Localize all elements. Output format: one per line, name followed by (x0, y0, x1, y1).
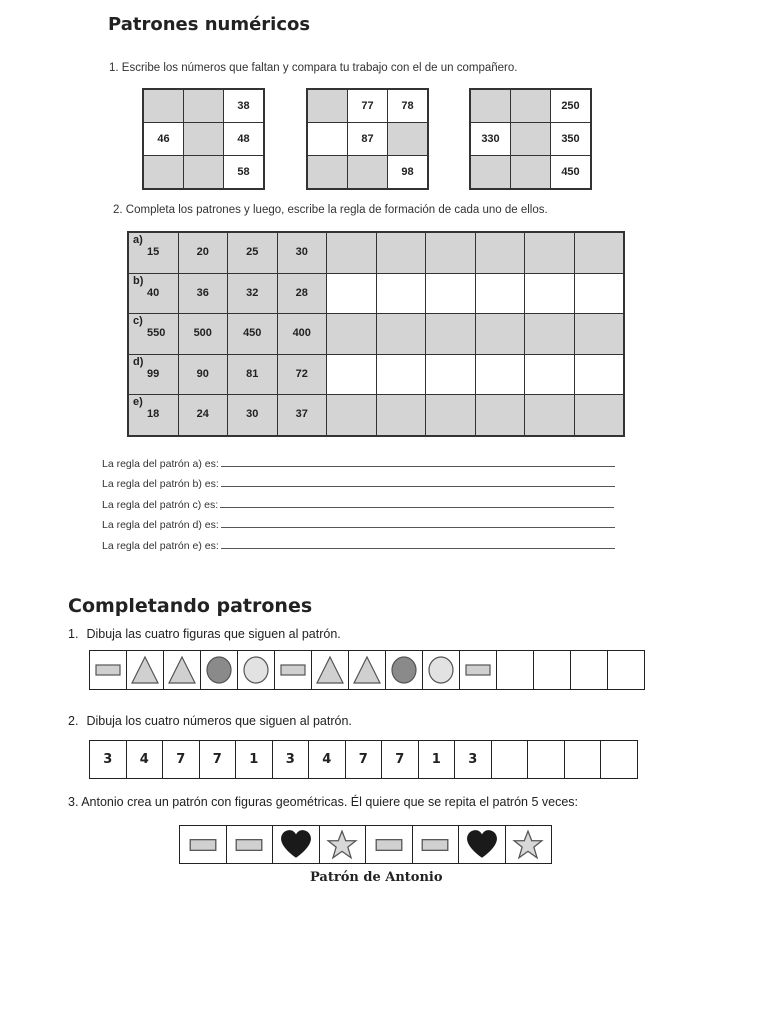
question-number: 2. (68, 714, 79, 728)
blank-cell[interactable] (528, 741, 565, 778)
rule-line-c[interactable] (102, 498, 614, 511)
grid-cell[interactable] (184, 123, 224, 156)
question-2-text (68, 714, 352, 728)
number-cell: 1 (236, 741, 273, 778)
pattern-value: 37 (295, 408, 308, 420)
pattern-cell (228, 314, 278, 355)
rule-line-a[interactable] (102, 457, 615, 470)
pattern-row (128, 314, 624, 355)
pattern-blank-cell[interactable] (475, 273, 525, 314)
grid-cell: 78 (388, 89, 429, 123)
antonio-caption: Patrón de Antonio (310, 870, 443, 885)
pattern-value: 30 (295, 246, 308, 258)
question-3-text: 3. Antonio crea un patrón con figuras geométricas. Él quiere que se repita el patrón 5 veces: (68, 795, 579, 809)
pattern-cell (178, 354, 228, 395)
pattern-row (128, 395, 624, 436)
heart-icon (466, 829, 498, 861)
pattern-label: b) (133, 274, 144, 287)
pattern-cell (178, 395, 228, 436)
question-2-text: 2. Completa los patrones y luego, escribe la regla de formación de cada uno de ellos. (113, 204, 548, 216)
grid-cell: 48 (224, 123, 265, 156)
pattern-blank-cell[interactable] (475, 314, 525, 355)
rectangle-icon (187, 829, 219, 861)
rule-label: La regla del patrón b) es: (102, 478, 219, 490)
pattern-value: 28 (295, 286, 308, 299)
grid-cell[interactable] (388, 123, 429, 156)
grid-cell: 46 (143, 123, 184, 156)
pattern-value: 30 (246, 408, 259, 420)
rectangle-shape-cell (90, 651, 127, 689)
pattern-cell (128, 232, 178, 273)
blank-cell[interactable] (565, 741, 602, 778)
pattern-blank-cell[interactable] (525, 354, 575, 395)
pattern-blank-cell[interactable] (426, 273, 476, 314)
rule-label: La regla del patrón c) es: (102, 499, 219, 511)
pattern-table (127, 231, 625, 437)
pattern-cell (178, 273, 228, 314)
pattern-cell (277, 232, 327, 273)
grid-cell[interactable] (143, 89, 184, 123)
question-1-text (68, 627, 341, 641)
heart-shape-cell (459, 826, 506, 863)
pattern-blank-cell[interactable] (426, 314, 476, 355)
pattern-cell (277, 395, 327, 436)
grid-cell: 58 (224, 156, 265, 190)
pattern-cell (228, 354, 278, 395)
pattern-blank-cell[interactable] (376, 354, 426, 395)
circle-light-shape-cell (423, 651, 460, 689)
question-1-text: 1. Escribe los números que faltan y compara tu trabajo con el de un compañero. (109, 62, 518, 74)
question-text: Dibuja las cuatro figuras que siguen al patrón. (86, 627, 341, 641)
grid-cell[interactable] (470, 89, 511, 123)
heart-icon (280, 829, 312, 861)
question-number: 1. (68, 627, 79, 641)
number-cell: 7 (200, 741, 237, 778)
circle-light-shape-cell (238, 651, 275, 689)
rectangle-icon (419, 829, 451, 861)
pattern-blank-cell[interactable] (475, 395, 525, 436)
pattern-blank-cell[interactable] (525, 232, 575, 273)
pattern-cell (228, 395, 278, 436)
triangle-icon (130, 655, 160, 685)
pattern-row (128, 354, 624, 395)
rule-label: La regla del patrón d) es: (102, 519, 219, 531)
grid-cell[interactable] (307, 89, 348, 123)
star-icon (326, 829, 358, 861)
pattern-value: 500 (193, 327, 212, 339)
pattern-blank-cell[interactable] (327, 395, 377, 436)
circle-dark-icon (204, 655, 234, 685)
grid-cell: 98 (388, 156, 429, 190)
number-pattern-strip (89, 740, 638, 779)
pattern-blank-cell[interactable] (475, 354, 525, 395)
blank-cell[interactable] (492, 741, 529, 778)
grid-cell: 330 (470, 123, 511, 156)
pattern-value: 81 (246, 367, 259, 380)
question-text: Dibuja los cuatro números que siguen al patrón. (86, 714, 352, 728)
number-grid-2 (306, 88, 429, 190)
number-cell: 4 (127, 741, 164, 778)
grid-cell[interactable] (348, 156, 388, 190)
rule-line-b[interactable] (102, 477, 615, 490)
grid-cell[interactable] (143, 156, 184, 190)
pattern-label: d) (133, 355, 144, 368)
pattern-cell (128, 395, 178, 436)
pattern-cell (178, 232, 228, 273)
number-grid-3 (469, 88, 592, 190)
circle-dark-icon (389, 655, 419, 685)
pattern-value: 40 (147, 286, 160, 299)
triangle-icon (352, 655, 382, 685)
number-cell: 3 (455, 741, 492, 778)
triangle-shape-cell (349, 651, 386, 689)
rectangle-icon (373, 829, 405, 861)
pattern-blank-cell[interactable] (574, 314, 624, 355)
grid-cell: 87 (348, 123, 388, 156)
pattern-row (128, 273, 624, 314)
circle-dark-shape-cell (201, 651, 238, 689)
rectangle-shape-cell (275, 651, 312, 689)
pattern-value: 90 (196, 367, 209, 380)
pattern-cell (228, 273, 278, 314)
pattern-blank-cell[interactable] (426, 395, 476, 436)
pattern-label: c) (133, 315, 143, 327)
triangle-icon (315, 655, 345, 685)
grid-cell[interactable] (470, 156, 511, 190)
grid-cell: 38 (224, 89, 265, 123)
pattern-value: 20 (196, 246, 209, 258)
antonio-pattern-strip (179, 825, 552, 864)
rectangle-shape-cell (180, 826, 227, 863)
grid-cell[interactable] (184, 89, 224, 123)
pattern-blank-cell[interactable] (327, 273, 377, 314)
pattern-blank-cell[interactable] (426, 232, 476, 273)
rule-label: La regla del patrón e) es: (102, 540, 219, 552)
triangle-icon (167, 655, 197, 685)
shape-pattern-strip (89, 650, 645, 690)
rectangle-shape-cell (366, 826, 413, 863)
blank-cell[interactable] (571, 651, 608, 689)
pattern-blank-cell[interactable] (376, 314, 426, 355)
rule-line-d[interactable] (102, 518, 615, 531)
grid-cell[interactable] (511, 123, 551, 156)
pattern-blank-cell[interactable] (475, 232, 525, 273)
pattern-value: 450 (243, 327, 262, 339)
pattern-row (128, 232, 624, 273)
pattern-blank-cell[interactable] (574, 354, 624, 395)
pattern-blank-cell[interactable] (574, 395, 624, 436)
number-grid-1 (142, 88, 265, 190)
section-title-patrones-numericos: Patrones numéricos (108, 14, 311, 35)
pattern-blank-cell[interactable] (574, 232, 624, 273)
pattern-blank-cell[interactable] (525, 395, 575, 436)
grid-cell[interactable] (511, 156, 551, 190)
pattern-blank-cell[interactable] (376, 273, 426, 314)
grid-cell: 450 (551, 156, 592, 190)
pattern-value: 24 (196, 408, 209, 420)
pattern-blank-cell[interactable] (376, 395, 426, 436)
rectangle-icon (463, 655, 493, 685)
pattern-label: a) (133, 234, 143, 246)
blank-cell[interactable] (497, 651, 534, 689)
rule-label: La regla del patrón a) es: (102, 458, 219, 470)
circle-light-icon (426, 655, 456, 685)
grid-cell[interactable] (184, 156, 224, 190)
pattern-blank-cell[interactable] (327, 354, 377, 395)
pattern-value: 25 (246, 246, 259, 258)
number-cell: 1 (419, 741, 456, 778)
rectangle-icon (93, 655, 123, 685)
triangle-shape-cell (164, 651, 201, 689)
blank-cell[interactable] (608, 651, 644, 689)
number-cell: 7 (346, 741, 383, 778)
pattern-cell (277, 273, 327, 314)
pattern-value: 32 (246, 286, 259, 299)
pattern-blank-cell[interactable] (327, 314, 377, 355)
pattern-value: 36 (196, 286, 209, 299)
pattern-blank-cell[interactable] (525, 273, 575, 314)
pattern-value: 15 (147, 246, 160, 258)
pattern-cell (277, 354, 327, 395)
pattern-value: 550 (147, 327, 166, 339)
blank-cell[interactable] (601, 741, 637, 778)
blank-cell[interactable] (534, 651, 571, 689)
pattern-value: 99 (147, 367, 160, 380)
pattern-blank-cell[interactable] (525, 314, 575, 355)
pattern-cell (128, 314, 178, 355)
pattern-blank-cell[interactable] (574, 273, 624, 314)
number-cell: 7 (382, 741, 419, 778)
triangle-shape-cell (127, 651, 164, 689)
section-title-completando-patrones: Completando patrones (68, 595, 313, 617)
circle-light-icon (241, 655, 271, 685)
rectangle-shape-cell (227, 826, 274, 863)
rule-line-e[interactable] (102, 539, 615, 552)
pattern-blank-cell[interactable] (327, 232, 377, 273)
rectangle-icon (278, 655, 308, 685)
pattern-cell (228, 232, 278, 273)
heart-shape-cell (273, 826, 320, 863)
grid-cell: 350 (551, 123, 592, 156)
pattern-value: 72 (295, 367, 308, 380)
number-cell: 4 (309, 741, 346, 778)
circle-dark-shape-cell (386, 651, 423, 689)
pattern-blank-cell[interactable] (426, 354, 476, 395)
pattern-label: e) (133, 396, 143, 408)
grid-cell: 77 (348, 89, 388, 123)
pattern-cell (128, 354, 178, 395)
star-shape-cell (506, 826, 552, 863)
grid-cell[interactable] (511, 89, 551, 123)
number-cell: 7 (163, 741, 200, 778)
grid-cell[interactable] (307, 123, 348, 156)
pattern-value: 18 (147, 408, 160, 420)
rectangle-shape-cell (460, 651, 497, 689)
triangle-shape-cell (312, 651, 349, 689)
grid-cell: 250 (551, 89, 592, 123)
star-shape-cell (320, 826, 367, 863)
rectangle-icon (233, 829, 265, 861)
grid-cell[interactable] (307, 156, 348, 190)
pattern-cell (277, 314, 327, 355)
number-cell: 3 (90, 741, 127, 778)
rectangle-shape-cell (413, 826, 460, 863)
star-icon (512, 829, 544, 861)
pattern-cell (128, 273, 178, 314)
pattern-blank-cell[interactable] (376, 232, 426, 273)
number-cell: 3 (273, 741, 310, 778)
pattern-value: 400 (292, 327, 311, 339)
pattern-cell (178, 314, 228, 355)
